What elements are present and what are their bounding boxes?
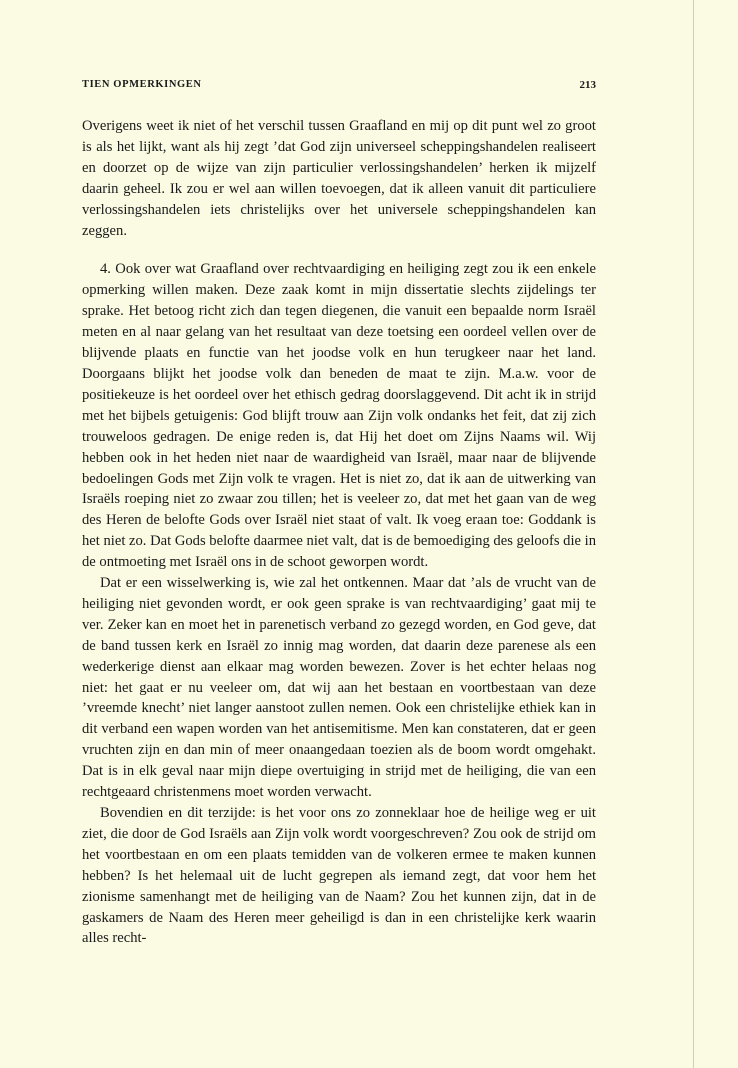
paragraph-1: Overigens weet ik niet of het verschil tussen Graafland en mij op dit punt wel zo groot is als het lijkt, want als hij zegt ’dat God zijn universeel scheppingshandelen realiseert en doorzet op de wijze van zijn particulier verlossingshandelen’ herken ik mijzelf daarin geheel. Ik zou er wel aan willen toevoegen, dat ik alleen vanuit dit particuliere verlossingshandelen iets christelijks over het universele scheppingshandelen kan zeggen.: [82, 118, 596, 239]
paragraph-3: Dat er een wisselwerking is, wie zal het ontkennen. Maar dat ’als de vrucht van de heiliging niet gevonden wordt, er ook geen sprake is van rechtvaardiging’ gaat mij te ver. Zeker kan en moet het in parenetisch verband zo gezegd worden, en God geve, dat de band tussen kerk en Israël zo innig mag worden, dat daarin deze parenese als een wederkerige dienst aan elkaar mag worden bewezen. Zover is het echter helaas nog niet: het gaat er nu veeleer om, dat wij aan het bestaan en voortbestaan van deze ’vreemde knecht’ niet langer aanstoot zullen nemen. Ook een christelijke ethiek kan in dit verband een wapen worden van het antisemitisme. Men kan constateren, dat er geen vruchten zijn en dan min of meer onaangedaan toezien als de boom wordt omgehakt. Dat is in elk geval naar mijn diepe overtuiging in strijd met de heiliging, die van een rechtgeaard christenmens moet worden verwacht.: [82, 575, 596, 801]
paragraph-4: Bovendien en dit terzijde: is het voor ons zo zonneklaar hoe de heilige weg er uit ziet, die door de God Israëls aan Zijn volk wordt voorgeschreven? Zou ook de strijd om het voortbestaan en om een plaats temidden van de volkeren ermee te maken kunnen hebben? Is het helemaal uit de lucht gegrepen als iemand zegt, dat voor hem het zionisme samenhangt met de heiliging van de Naam? Zou het kunnen zijn, dat in de gaskamers de Naam des Heren meer geheiligd is dan in een christelijke kerk waarin alles recht-: [82, 805, 596, 947]
running-head: [82, 79, 596, 97]
page-number: 213: [579, 79, 596, 91]
paragraph-2: 4. Ook over wat Graafland over rechtvaardiging en heiliging zegt zou ik een enkele opmerking willen maken. Deze zaak komt in mijn dissertatie slechts zijdelings ter sprake. Het betoog richt zich dan tegen diegenen, die vanuit een bepaalde norm Israël meten en al naar gelang van het resultaat van deze toetsing een oordeel vellen over de blijvende plaats en functie van het joodse volk en hun terugkeer naar het land. Doorgaans blijkt het joodse volk dan beneden de maat te zijn. M.a.w. voor de positiekeuze is het oordeel over het ethisch gedrag doorslaggevend. Dit acht ik in strijd met het bijbels getuigenis: God blijft trouw aan Zijn volk ondanks het feit, dat zij zich trouweloos gedragen. De enige reden is, dat Hij het doet om Zijns Naams wil. Wij hebben ook in het heden niet naar de waardigheid van Israël, maar naar de blijvende bedoelingen Gods met Zijn volk te vragen. Het is niet zo, dat ik aan de uitwerking van Israëls roeping niet zo zwaar zou tillen; het is veeleer zo, dat met het gaan van de weg des Heren de belofte Gods over Israël niet staat of valt. Ik voeg eraan toe: Goddank is het niet zo. Dat Gods belofte daarmee niet valt, dat is de bemoediging des geloofs die in de ontmoeting met Israël ons in de schoot geworpen wordt.: [82, 261, 596, 571]
body-text: [82, 116, 596, 949]
page-edge-divider: [693, 0, 694, 1068]
running-head-title: TIEN OPMERKINGEN: [82, 79, 202, 90]
